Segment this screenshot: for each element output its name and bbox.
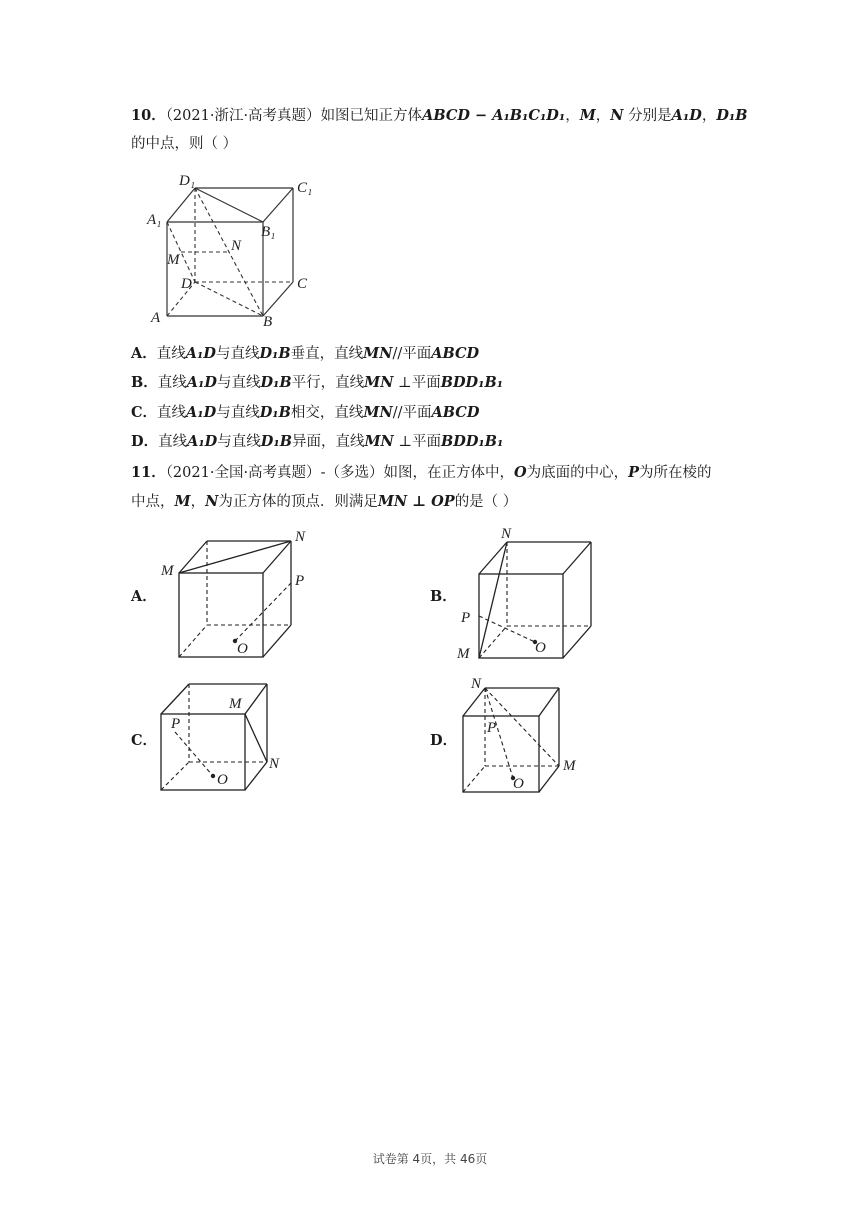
q11-var-m: M — [174, 493, 191, 510]
option-text: 直线 — [158, 434, 188, 450]
q11-text: 中点， — [131, 494, 175, 510]
option-text: 与直线 — [216, 405, 260, 421]
option-math: A₁D — [185, 345, 216, 362]
q10-option-b — [131, 373, 503, 393]
option-math: BDD₁B₁ — [440, 374, 504, 391]
label-m: M — [167, 252, 180, 268]
label-a1: A₁ — [147, 212, 162, 228]
label-m: M — [229, 696, 242, 712]
label-p: P — [461, 610, 471, 626]
q11-var-p: P — [628, 464, 640, 481]
q11-option-c-label: C． — [131, 732, 158, 749]
option-text: 与直线 — [217, 434, 261, 450]
q11-var-o: O — [513, 464, 527, 481]
option-text: 垂直，直线 — [290, 346, 364, 362]
label-a: A — [151, 310, 161, 326]
q10-number: 10 — [131, 107, 152, 124]
label-m: M — [161, 563, 174, 579]
label-o: O — [237, 641, 248, 657]
option-text: 直线 — [157, 405, 187, 421]
q11-line1: 11．（2021·全国·高考真题）-（多选）如图，在正方体中，O为底面的中心，P为所在棱的 — [131, 464, 712, 481]
option-text: 直线 — [156, 346, 186, 362]
label-m: M — [563, 758, 576, 774]
option-text: 平行，直线 — [291, 375, 365, 391]
q11-text: 为正方体的顶点．则满足 — [218, 494, 378, 510]
option-math: A₁D — [186, 404, 217, 421]
option-text: ⊥平面 — [393, 434, 442, 450]
q10-option-d — [131, 432, 503, 452]
q10-punct: ， — [565, 108, 580, 124]
q11-line2 — [131, 492, 517, 512]
q10-punct2: ， — [595, 108, 611, 124]
q10-seg2: D₁B — [716, 107, 748, 124]
q10-line1: 10．（2021·浙江·高考真题）如图已知正方体ABCD − A₁B₁C₁D₁，M，N 分别是A₁D，D₁B — [131, 107, 748, 124]
q11-text: 如图，在正方体中， — [383, 465, 514, 481]
label-n: N — [501, 526, 512, 542]
page-footer: 试卷第 4页，共 46页 — [372, 1152, 488, 1166]
label-p: P — [295, 573, 305, 589]
option-text: ⊥平面 — [393, 375, 441, 391]
label-n: N — [295, 529, 306, 545]
label-c1: C₁ — [297, 180, 313, 196]
option-text: 与直线 — [216, 375, 261, 391]
q10-line2: 的中点，则（ ） — [131, 136, 238, 152]
option-math: D₁B — [259, 345, 291, 362]
label-b: B — [263, 314, 273, 330]
option-label: C． — [131, 404, 158, 421]
q11-figure-c — [145, 672, 305, 812]
q10-option-a — [131, 344, 479, 364]
q10-cube-name: ABCD − A₁B₁C₁D₁ — [422, 107, 566, 124]
q10-cube-figure — [145, 170, 330, 330]
label-p: P — [487, 720, 497, 736]
option-math: D₁B — [260, 433, 292, 450]
label-p: P — [171, 716, 181, 732]
label-o: O — [535, 640, 546, 656]
q11-figure-d — [455, 672, 615, 812]
label-n: N — [269, 756, 280, 772]
label-o: O — [513, 776, 524, 792]
label-d1: D₁ — [179, 173, 196, 189]
option-math: MN — [364, 433, 394, 450]
label-m: M — [457, 646, 470, 662]
q11-option-a-label: A． — [131, 588, 157, 605]
option-label: A． — [131, 345, 157, 362]
q11-text: 的是（ ） — [454, 494, 518, 510]
option-text: //平面 — [392, 405, 432, 421]
option-math: D₁B — [259, 404, 291, 421]
option-math: D₁B — [260, 374, 292, 391]
q11-text: 为所在棱的 — [639, 465, 712, 481]
label-o: O — [217, 772, 228, 788]
q11-condition: MN ⊥ OP — [377, 493, 455, 510]
q11-punct: ， — [190, 494, 206, 510]
q10-seg1: A₁D — [671, 107, 702, 124]
q11-figure-b — [455, 522, 615, 662]
option-text: 异面，直线 — [291, 434, 365, 450]
option-text: 与直线 — [215, 346, 260, 362]
q10-text: 如图已知正方体 — [320, 108, 423, 124]
q11-number: 11 — [131, 464, 152, 481]
q11-figure-a — [155, 525, 315, 665]
q10-var-n: N — [610, 107, 624, 124]
option-math: ABCD — [431, 345, 480, 362]
option-math: A₁D — [187, 433, 218, 450]
option-math: BDD₁B₁ — [441, 433, 504, 450]
option-math: A₁D — [186, 374, 217, 391]
q11-var-n: N — [205, 493, 219, 510]
q11-option-d-label: D． — [430, 732, 458, 749]
q10-punct3: ， — [701, 108, 717, 124]
label-d: D — [181, 276, 192, 292]
q10-option-c — [131, 403, 479, 423]
option-text: //平面 — [392, 346, 432, 362]
q10-text2: 分别是 — [623, 108, 672, 124]
option-math: MN — [363, 404, 393, 421]
label-n: N — [231, 238, 242, 254]
q10-source: （2021·浙江·高考真题） — [165, 108, 321, 124]
option-label: D． — [131, 433, 159, 450]
q11-source: （2021·全国·高考真题） — [165, 465, 321, 481]
option-label: B． — [131, 374, 158, 391]
option-text: 相交，直线 — [290, 405, 364, 421]
q11-option-b-label: B． — [430, 588, 457, 605]
option-text: 直线 — [157, 375, 187, 391]
q11-type: -（多选） — [320, 465, 384, 481]
option-math: MN — [364, 374, 394, 391]
q11-text: 为底面的中心， — [526, 465, 629, 481]
label-n: N — [471, 676, 482, 692]
label-b1: B₁ — [261, 224, 276, 240]
option-math: MN — [363, 345, 393, 362]
q10-var-m: M — [579, 107, 596, 124]
label-c: C — [297, 276, 308, 292]
option-math: ABCD — [431, 404, 480, 421]
